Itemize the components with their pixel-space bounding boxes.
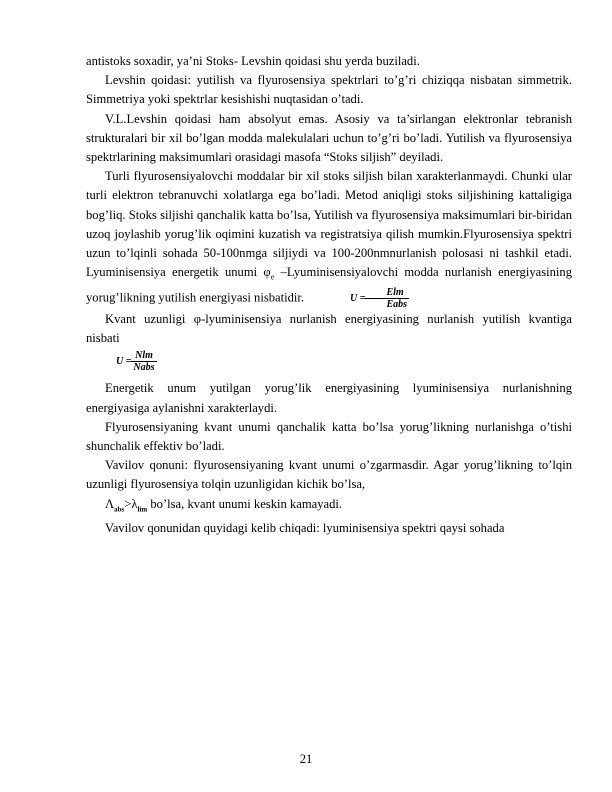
formula1-numerator: Elm — [365, 287, 409, 299]
lambda-condition-tail: bo’lsa, kvant unumi keskin kamayadi. — [147, 496, 343, 511]
energy-yield-formula — [312, 287, 409, 310]
paragraph-quantum-yield: Kvant uzunligi φ-lyuminisensiya nurlanish energiyasining nurlanish yutilish kvantiga nisbati — [86, 311, 572, 346]
paragraph-levshin-not-absolute: V.L.Levshin qoidasi ham absolyut emas. Asosiy va ta’sirlangan elektronlar tebranish strukturalari bir xil bo’lgan modda malekulalari uchun to’g’ri bo’ladi. Yutilish va flyurosensiya spektrlarining maksimumlari orasidagi masofa “Stoks siljish” deyiladi. — [86, 111, 572, 165]
page-number: 21 — [299, 752, 313, 766]
phi-subscript: e — [270, 272, 275, 282]
formula2-numerator: Nlm — [131, 350, 156, 362]
paragraph-stokes-shift-tail: –Lyuminisensiyalovchi modda nurlanish energiyasining yorug’likning yutilish energiyasi nisbatidir. — [86, 265, 573, 305]
lambda-lim: >λ — [124, 496, 138, 511]
formula1-fraction — [365, 287, 409, 310]
paragraph-stokes-shift-text: Turli flyurosensiyalovchi moddalar bir xil stoks siljish bilan xarakterlanmaydi. Chunki ular turli elektron tebranuvchi xolatlarga ega bo’ladi. Metod aniqligi stoks siljishining kattaligiga bog’liq. Stoks siljishi qanchalik katta bo’lsa, Yutilish va flyurosensiya maksimumlari bir-biridan uzoq joylashib yorug’lik oqimini kuzatish va registratsiya qilish mumkin.Flyurosensiya spektri uzun to’lqinli sohada 50-100nmga siljiydi va 100-200nmnurlanish polosasi ni tashkil etadi. Lyuminisensiya energetik unumi φ — [86, 169, 572, 280]
document-page — [86, 52, 572, 539]
formula1-denominator: Eabs — [386, 298, 408, 310]
paragraph-vavilov-law: Vavilov qonuni: flyurosensiyaning kvant unumi o’zgarmasdir. Agar yorug’likning to’lqin uzunligi flyurosensiya tolqin uzunligidan kichik bo’lsa, — [86, 458, 572, 492]
paragraph-effective-transition: Flyurosensiyaning kvant unumi qanchalik katta bo’lsa yorug’likning nurlanishga o’tishi shunchalik effektiv bo’ladi. — [86, 419, 572, 453]
formula2-fraction — [131, 350, 156, 373]
paragraph-energy-yield: Energetik unum yutilgan yorug’lik energiyasining lyuminisensiya nurlanishning energiyasiga aylanishni xarakterlaydi. — [86, 381, 572, 415]
paragraph-lambda-condition — [86, 495, 572, 520]
paragraph-stokes-shift — [86, 167, 572, 310]
lambda-abs-subscript: abs — [114, 505, 125, 514]
formula2-denominator: Nabs — [133, 362, 155, 374]
formula2-lhs: U = — [116, 356, 132, 368]
paragraph-0: antistoks soxadir, ya’ni Stoks- Levshin qoidasi shu yerda buziladi. — [86, 54, 420, 68]
lambda-abs: Λ — [105, 496, 115, 511]
paragraph-levshin-rule: Levshin qoidasi: yutilish va flyurosensiya spektrlari to’g’ri chiziqqa nisbatan simmetrik. Simmetriya yoki spektrlar kesishishi nuqtasidan o’tadi. — [86, 73, 572, 107]
formula1-lhs: U = — [350, 292, 366, 304]
lambda-lim-subscript: lim — [137, 505, 148, 514]
quantum-yield-formula — [116, 350, 157, 373]
paragraph-vavilov-consequence: Vavilov qonunidan quyidagi kelib chiqadi: lyuminisensiya spektri qaysi sohada — [105, 521, 505, 536]
